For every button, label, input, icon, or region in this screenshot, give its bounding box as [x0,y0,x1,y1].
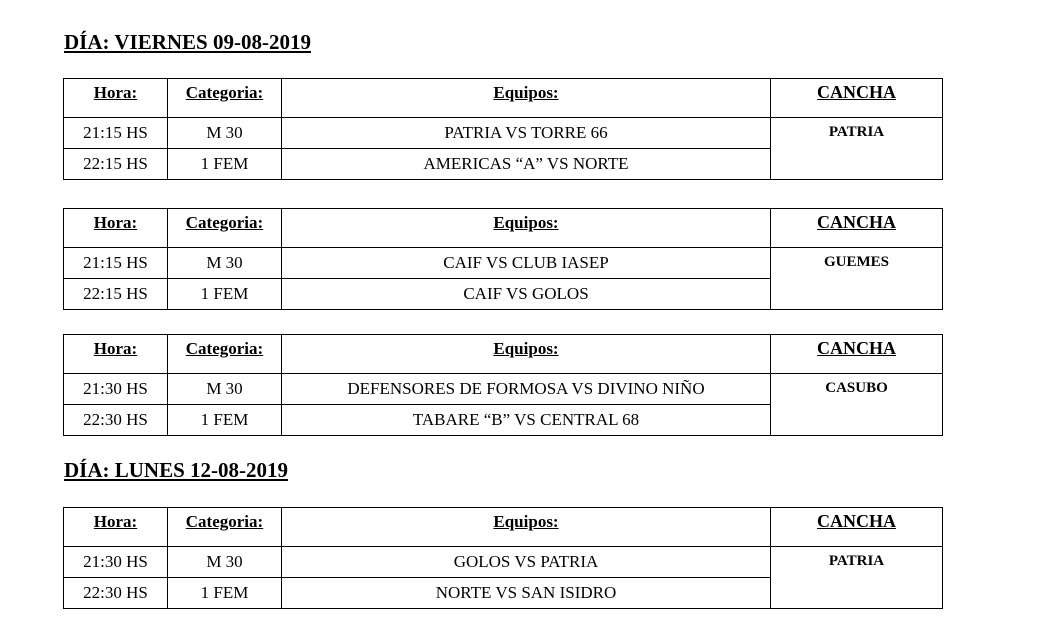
header-hora: Hora: [64,209,168,248]
cell-categoria: M 30 [168,374,282,405]
cell-equipos: AMERICAS “A” VS NORTE [282,149,771,180]
cell-categoria: 1 FEM [168,149,282,180]
header-categoria: Categoria: [168,209,282,248]
cell-cancha: PATRIA [771,547,943,609]
cell-equipos: TABARE “B” VS CENTRAL 68 [282,405,771,436]
header-cancha: CANCHA [771,79,943,118]
cell-equipos: CAIF VS CLUB IASEP [282,248,771,279]
table-header-row [64,508,943,547]
cell-equipos: NORTE VS SAN ISIDRO [282,578,771,609]
cell-equipos: CAIF VS GOLOS [282,279,771,310]
cell-hora: 22:30 HS [64,405,168,436]
header-categoria: Categoria: [168,335,282,374]
cell-hora: 21:15 HS [64,248,168,279]
schedule-table [63,334,943,436]
cell-categoria: M 30 [168,118,282,149]
cell-cancha: PATRIA [771,118,943,180]
header-categoria: Categoria: [168,79,282,118]
table-header-row [64,209,943,248]
table-header-row [64,335,943,374]
cell-hora: 22:15 HS [64,279,168,310]
cell-hora: 21:30 HS [64,374,168,405]
header-cancha: CANCHA [771,335,943,374]
cell-cancha: GUEMES [771,248,943,310]
table-row [64,118,943,149]
header-equipos: Equipos: [282,209,771,248]
cell-hora: 21:30 HS [64,547,168,578]
header-equipos: Equipos: [282,79,771,118]
table-row [64,547,943,578]
cell-hora: 21:15 HS [64,118,168,149]
cell-equipos: GOLOS VS PATRIA [282,547,771,578]
cell-cancha: CASUBO [771,374,943,436]
table-header-row [64,79,943,118]
cell-hora: 22:15 HS [64,149,168,180]
header-hora: Hora: [64,79,168,118]
table-row [64,374,943,405]
header-categoria: Categoria: [168,508,282,547]
schedule-table [63,208,943,310]
cell-equipos: DEFENSORES DE FORMOSA VS DIVINO NIÑO [282,374,771,405]
cell-categoria: M 30 [168,547,282,578]
schedule-table [63,78,943,180]
table-row [64,248,943,279]
header-cancha: CANCHA [771,209,943,248]
header-equipos: Equipos: [282,335,771,374]
cell-categoria: M 30 [168,248,282,279]
header-hora: Hora: [64,335,168,374]
schedule-table [63,507,943,609]
header-hora: Hora: [64,508,168,547]
header-equipos: Equipos: [282,508,771,547]
cell-categoria: 1 FEM [168,405,282,436]
cell-equipos: PATRIA VS TORRE 66 [282,118,771,149]
day-title: DÍA: LUNES 12-08-2019 [64,458,289,482]
cell-categoria: 1 FEM [168,279,282,310]
day-title: DÍA: VIERNES 09-08-2019 [64,30,311,54]
cell-categoria: 1 FEM [168,578,282,609]
cell-hora: 22:30 HS [64,578,168,609]
header-cancha: CANCHA [771,508,943,547]
